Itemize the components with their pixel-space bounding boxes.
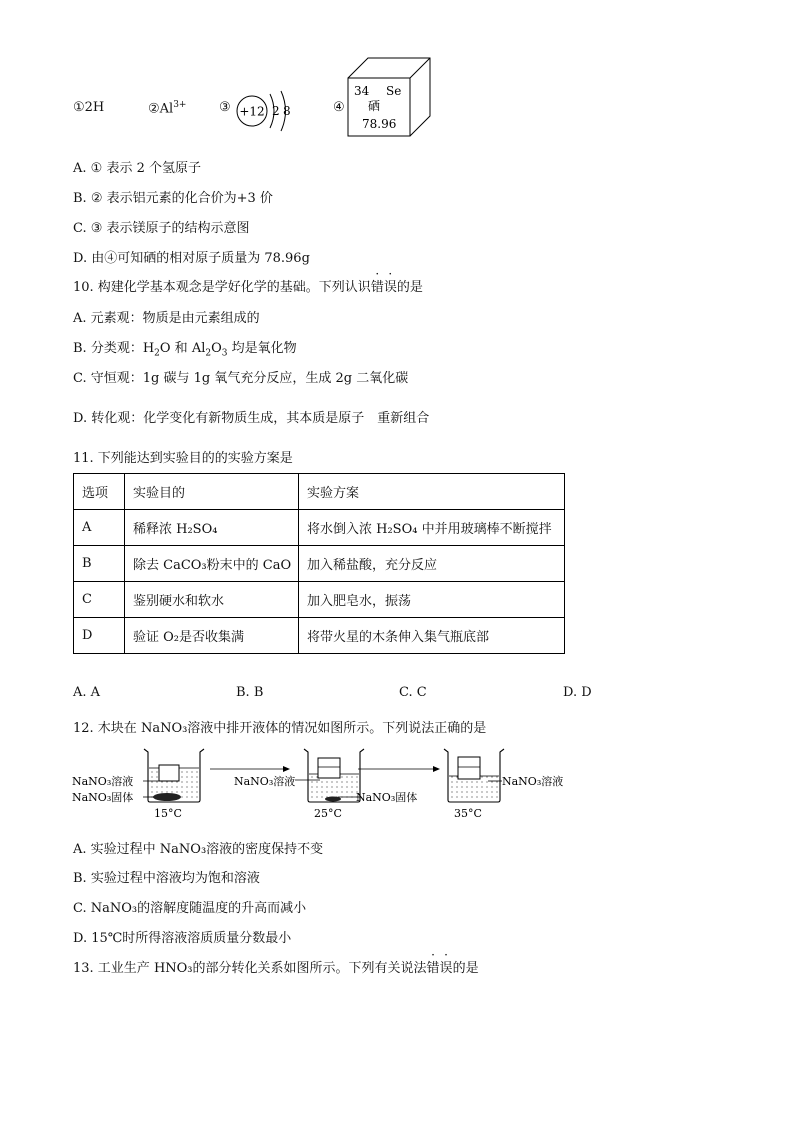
q12-option-c: C. NaNO₃的溶解度随温度的升高而减小 [73, 901, 307, 916]
q10-b-part4: 均是氧化物 [227, 341, 297, 356]
atomic-structure-diagram [232, 88, 302, 132]
nucleus-charge: +12 [239, 104, 265, 119]
table-row [74, 618, 565, 654]
q13-stem-end: 的是 [452, 961, 479, 976]
element-name: 硒 [368, 99, 381, 113]
table-cell: B [74, 546, 125, 582]
table-header-row [74, 474, 565, 510]
q10-option-d: D. 转化观：化学变化有新物质生成，其本质是原子 重新组合 [73, 411, 430, 426]
q10-b-sub3: 3 [221, 348, 228, 359]
q11-answer-a: A. A [73, 685, 101, 700]
beaker-25c [295, 749, 364, 802]
table-cell: 加入稀盐酸，充分反应 [299, 546, 565, 582]
table-cell: D [74, 618, 125, 654]
emphasis-char-2: 误 [439, 961, 453, 976]
q10-stem-end: 的是 [396, 280, 423, 295]
atomic-number: 34 [354, 84, 370, 98]
shell-2-count: 8 [283, 104, 291, 118]
temp-15: 15°C [154, 807, 182, 820]
wood-block [159, 765, 179, 781]
q12-option-b: B. 实验过程中溶液均为饱和溶液 [73, 871, 260, 886]
table-row [74, 546, 565, 582]
q12-option-d: D. 15℃时所得溶液溶质质量分数最小 [73, 931, 292, 946]
table-cell: 将水倒入浓 H₂SO₄ 中并用玻璃棒不断搅拌 [299, 510, 565, 546]
label-solution-2: NaNO₃溶液 [234, 775, 296, 788]
emphasis-char-2: 误 [383, 280, 397, 295]
table-cell: A [74, 510, 125, 546]
q9-option-b: B. ② 表示铝元素的化合价为+3 价 [73, 191, 273, 206]
beaker-15c [143, 749, 204, 802]
label-solid-1: NaNO₃固体 [72, 791, 134, 804]
q9-item-2-charge: 3+ [173, 100, 187, 110]
table-header: 实验方案 [299, 474, 565, 510]
label-solid-2: NaNO₃固体 [356, 791, 418, 804]
table-header: 实验目的 [125, 474, 299, 510]
label-solution-3: NaNO₃溶液 [502, 775, 564, 788]
table-cell: C [74, 582, 125, 618]
q9-option-c: C. ③ 表示镁原子的结构示意图 [73, 221, 250, 236]
solid-pile [153, 793, 181, 801]
table-cell: 加入肥皂水，振荡 [299, 582, 565, 618]
q11-answer-d: D. D [563, 685, 592, 700]
atomic-mass: 78.96 [362, 117, 397, 131]
q10-b-part3: O [211, 341, 222, 356]
shell-1-count: 2 [272, 104, 280, 118]
table-row [74, 582, 565, 618]
q9-item-2 [148, 100, 186, 116]
q13-stem [73, 957, 479, 976]
emphasis-char-1: 错 [426, 961, 440, 976]
element-symbol: Se [386, 84, 402, 98]
table-cell: 稀释浓 H₂SO₄ [125, 510, 299, 546]
q9-option-d: D. 由④可知硒的相对原子质量为 78.96g [73, 251, 310, 266]
table-cell: 鉴别硬水和软水 [125, 582, 299, 618]
emphasis-char-1: 错 [370, 280, 384, 295]
wood-block [318, 758, 340, 778]
q10-stem-text: 10. 构建化学基本观念是学好化学的基础。下列认识 [73, 280, 371, 295]
beaker-diagram [70, 745, 570, 825]
periodic-table-cell [346, 56, 432, 138]
q10-b-sub2: 2 [205, 348, 212, 359]
table-cell: 将带火星的木条伸入集气瓶底部 [299, 618, 565, 654]
q9-item-4-label: ④ [333, 100, 345, 115]
wood-block [458, 757, 480, 779]
q9-option-a: A. ① 表示 2 个氢原子 [73, 161, 201, 176]
q10-stem [73, 276, 423, 295]
q10-option-c: C. 守恒观：1g 碳与 1g 氧气充分反应，生成 2g 二氧化碳 [73, 371, 409, 386]
q11-stem: 11. 下列能达到实验目的的实验方案是 [73, 451, 293, 466]
table-row [74, 510, 565, 546]
q12-stem: 12. 木块在 NaNO₃溶液中排开液体的情况如图所示。下列说法正确的是 [73, 721, 487, 736]
q9-item-2-text: ②Al [148, 101, 174, 117]
table-cell: 除去 CaCO₃粉末中的 CaO [125, 546, 299, 582]
beaker-35c [444, 749, 504, 802]
label-solution-1: NaNO₃溶液 [72, 775, 134, 788]
q10-b-sub1: 2 [154, 348, 160, 359]
experiment-table [73, 473, 565, 654]
q13-stem-text: 13. 工业生产 HNO₃的部分转化关系如图所示。下列有关说法 [73, 961, 427, 976]
table-cell: 验证 O₂是否收集满 [125, 618, 299, 654]
q10-option-b [73, 337, 297, 359]
q11-answer-c: C. C [399, 685, 427, 700]
q10-option-a: A. 元素观：物质是由元素组成的 [73, 311, 260, 326]
table-header: 选项 [74, 474, 125, 510]
q9-item-3-label: ③ [219, 100, 231, 115]
q11-answer-b: B. B [236, 685, 264, 700]
q10-b-part1: B. 分类观：H [73, 341, 155, 356]
q10-b-part2: O 和 Al [159, 341, 206, 356]
q12-option-a: A. 实验过程中 NaNO₃溶液的密度保持不变 [73, 842, 324, 857]
temp-25: 25°C [314, 807, 342, 820]
temp-35: 35°C [454, 807, 482, 820]
q9-item-1: ①2H [73, 100, 105, 115]
